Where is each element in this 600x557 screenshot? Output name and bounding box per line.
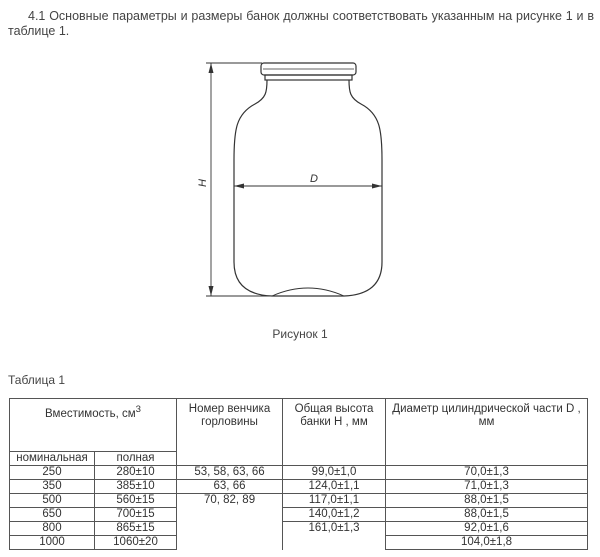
diameter-arrow-right [372,184,382,189]
cell-nominal: 350 [10,480,95,494]
jar-parameters-table [9,398,588,550]
cell-nominal: 800 [10,522,95,536]
jar-body [234,80,382,296]
cell-height: 99,0±1,0 [283,466,386,480]
table-title: Таблица 1 [8,373,66,387]
table-row [10,536,588,550]
cell-neck: 63, 66 [177,480,283,494]
cell-diameter: 70,0±1,3 [386,466,588,480]
height-label: H [197,179,209,187]
header-diameter: Диаметр цилиндрической части D , мм [386,399,588,466]
header-nominal: номинальная [10,452,95,466]
cell-height: 117,0±1,1 [283,494,386,508]
cell-full: 865±15 [95,522,177,536]
cell-neck [177,508,283,522]
header-capacity: Вместимость, $см^3$ [10,399,177,452]
table-row [10,494,588,508]
cell-diameter: 88,0±1,5 [386,494,588,508]
header-neck: Номер венчика горловины [177,399,283,466]
table-row [10,508,588,522]
cell-height: 140,0±1,2 [283,508,386,522]
table-row [10,480,588,494]
cell-full: 385±10 [95,480,177,494]
table-row [10,466,588,480]
height-arrow-top [209,63,214,73]
cell-diameter: 71,0±1,3 [386,480,588,494]
intro-paragraph: 4.1 Основные параметры и размеры банок должны соответствовать указанным на рисунке 1 и в таблице 1. [8,9,594,38]
cell-nominal: 1000 [10,536,95,550]
cell-neck: 53, 58, 63, 66 [177,466,283,480]
cell-diameter: 92,0±1,6 [386,522,588,536]
cell-neck [177,536,283,550]
cell-full: 280±10 [95,466,177,480]
jar-neck [265,75,352,80]
table-row [10,522,588,536]
diameter-label: D [310,173,318,185]
jar-bottom-punt [272,288,344,296]
diameter-arrow-left [234,184,244,189]
cell-neck [177,522,283,536]
cell-full: 700±15 [95,508,177,522]
cell-neck: 70, 82, 89 [177,494,283,508]
cell-nominal: 500 [10,494,95,508]
cell-full: 560±15 [95,494,177,508]
cell-height: 161,0±1,3 [283,522,386,536]
header-full: полная [95,452,177,466]
header-height: Общая высота банки H , мм [283,399,386,466]
cell-height [283,536,386,550]
cell-height: 124,0±1,1 [283,480,386,494]
cell-full: 1060±20 [95,536,177,550]
cell-nominal: 250 [10,466,95,480]
cell-nominal: 650 [10,508,95,522]
cell-diameter: 104,0±1,8 [386,536,588,550]
figure-caption: Рисунок 1 [272,327,328,341]
cell-diameter: 88,0±1,5 [386,508,588,522]
table-header-row [10,399,588,452]
height-arrow-bottom [209,286,214,296]
